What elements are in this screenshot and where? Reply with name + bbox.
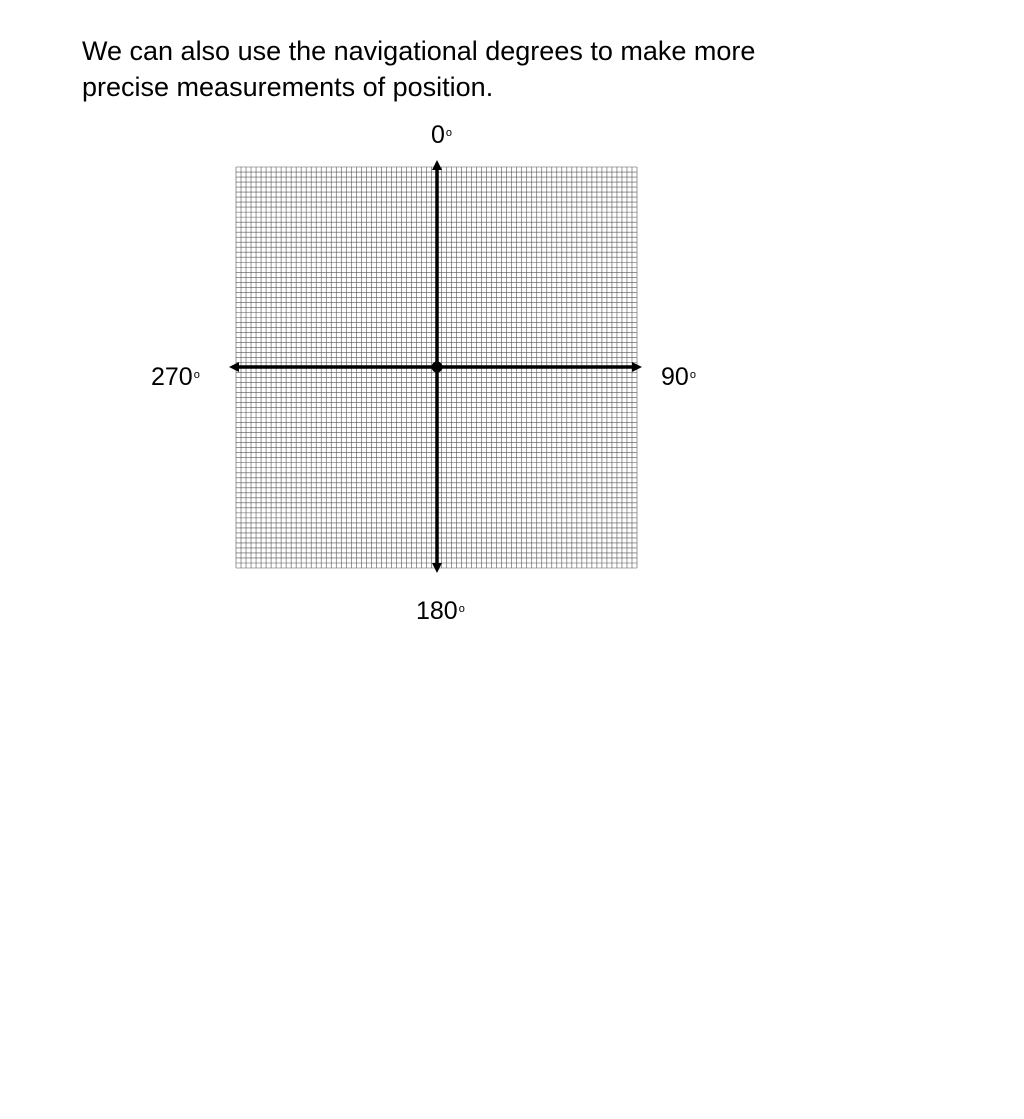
heading-west-value: 270 xyxy=(151,363,193,391)
heading-east-value: 90 xyxy=(661,363,689,391)
origin-point xyxy=(432,362,443,373)
heading-label-north xyxy=(431,120,452,150)
heading-label-south xyxy=(416,596,465,626)
intro-line-2: precise measurements of position. xyxy=(82,72,494,102)
degree-symbol: o xyxy=(445,127,453,139)
heading-label-west xyxy=(151,362,200,392)
degree-symbol: o xyxy=(458,603,465,615)
arrowhead-west-icon xyxy=(229,362,239,372)
arrowhead-north-icon xyxy=(432,160,442,170)
degree-symbol: o xyxy=(689,369,696,381)
degree-symbol: o xyxy=(193,369,200,381)
heading-north-value: 0 xyxy=(431,121,445,149)
heading-south-value: 180 xyxy=(416,597,458,625)
intro-line-1: We can also use the navigational degrees to make more xyxy=(82,36,756,66)
heading-label-east xyxy=(661,362,696,392)
